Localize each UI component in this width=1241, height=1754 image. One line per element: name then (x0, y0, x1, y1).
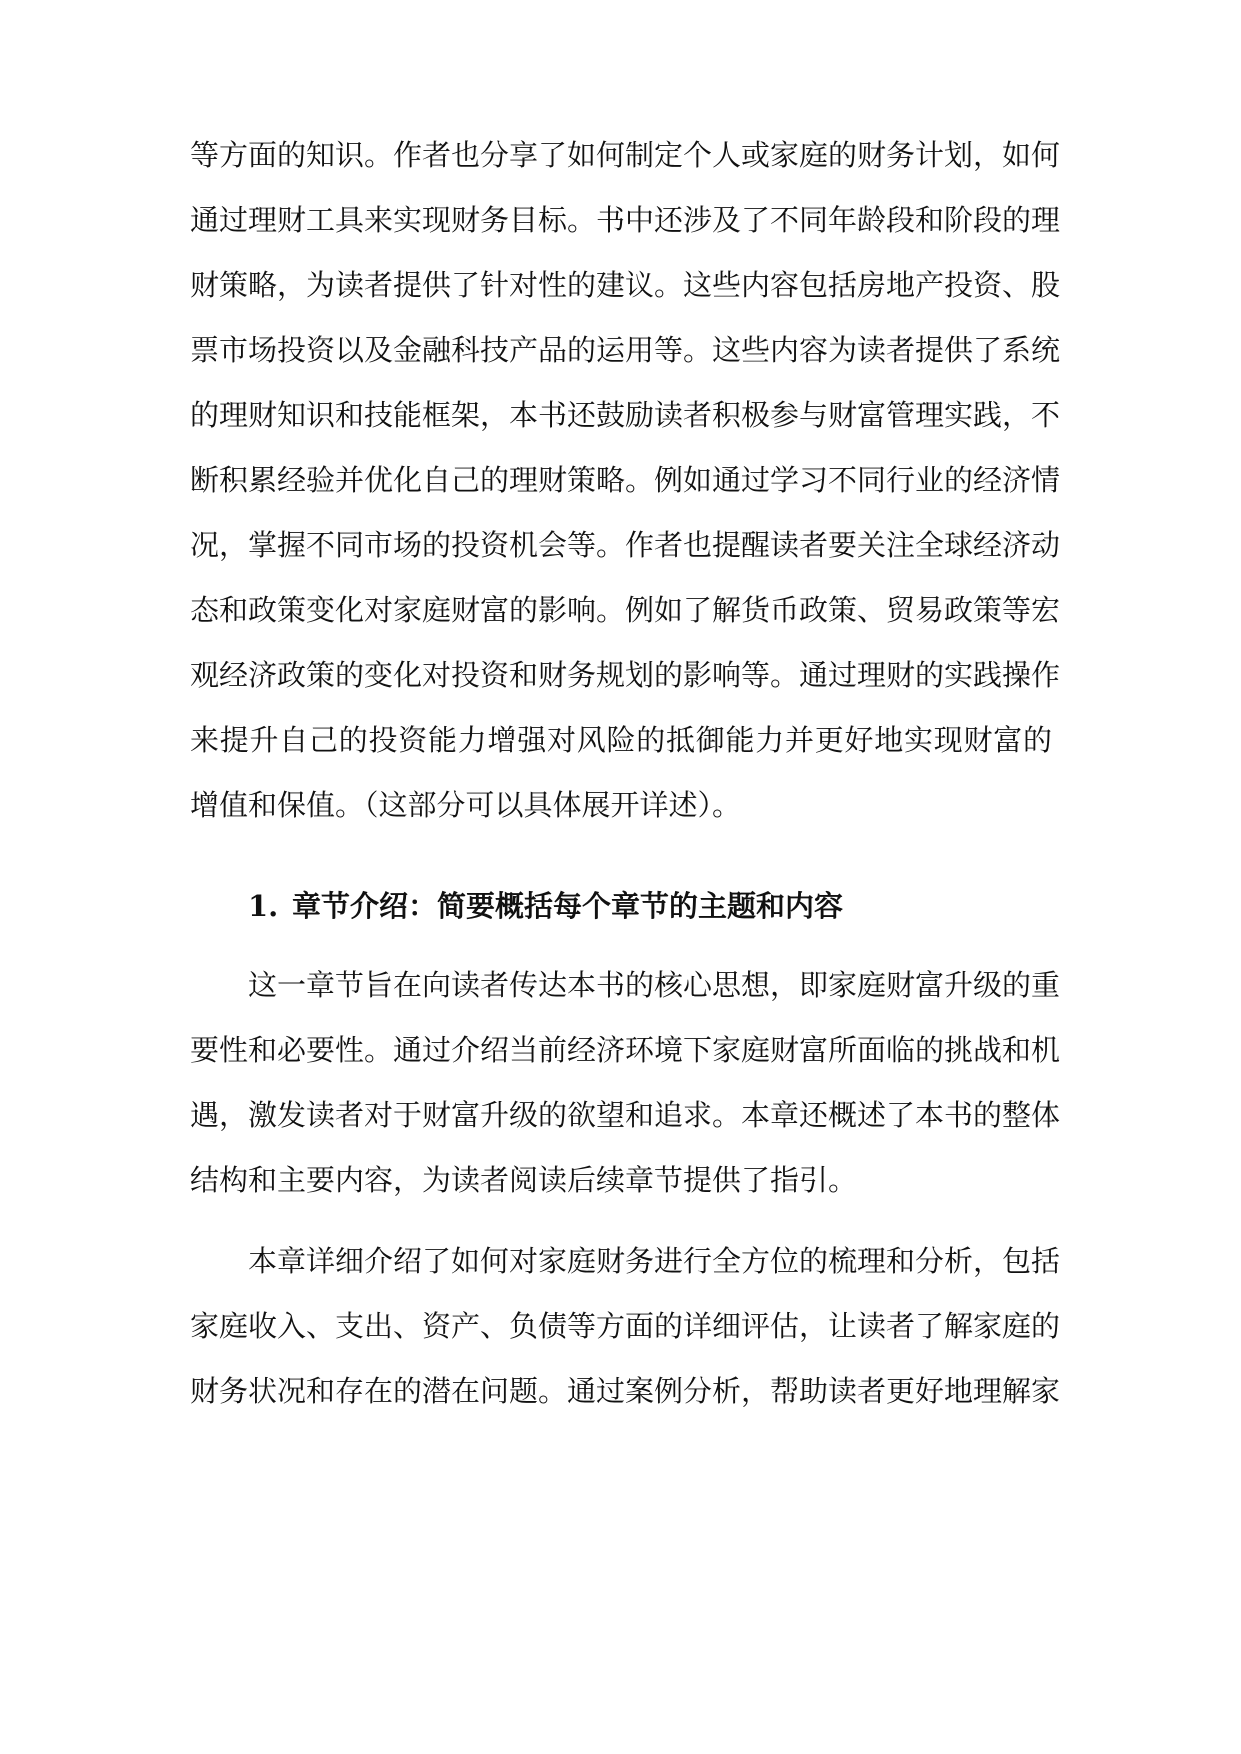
paragraph-1-line-7: 况，掌握不同市场的投资机会等。作者也提醒读者要关注全球经济动 (190, 528, 1061, 562)
paragraph-2-line-1: 这一章节旨在向读者传达本书的核心思想，即家庭财富升级的重 (248, 968, 1061, 1002)
section-title: 章节介绍：简要概括每个章节的主题和内容 (292, 889, 844, 923)
paragraph-3-line-2: 家庭收入、支出、资产、负债等方面的详细评估，让读者了解家庭的 (190, 1309, 1061, 1343)
section-number: 1. (248, 889, 279, 923)
paragraph-3-line-3: 财务状况和存在的潜在问题。通过案例分析，帮助读者更好地理解家 (190, 1374, 1061, 1408)
paragraph-1-line-5: 的理财知识和技能框架，本书还鼓励读者积极参与财富管理实践，不 (190, 398, 1061, 432)
paragraph-1-line-6: 断积累经验并优化自己的理财策略。例如通过学习不同行业的经济情 (190, 463, 1061, 497)
paragraph-1-line-1: 等方面的知识。作者也分享了如何制定个人或家庭的财务计划，如何 (190, 138, 1061, 172)
paragraph-1-line-10: 来提升自己的投资能力增强对风险的抵御能力并更好地实现财富的 (190, 723, 1052, 757)
paragraph-1-line-8: 态和政策变化对家庭财富的影响。例如了解货币政策、贸易政策等宏 (190, 593, 1061, 627)
paragraph-3-line-1: 本章详细介绍了如何对家庭财务进行全方位的梳理和分析，包括 (248, 1244, 1061, 1278)
paragraph-1-line-2: 通过理财工具来实现财务目标。书中还涉及了不同年龄段和阶段的理 (190, 203, 1061, 237)
paragraph-2-line-3: 遇，激发读者对于财富升级的欲望和追求。本章还概述了本书的整体 (190, 1098, 1061, 1132)
paragraph-2-line-4: 结构和主要内容，为读者阅读后续章节提供了指引。 (190, 1163, 858, 1197)
paragraph-1-line-4: 票市场投资以及金融科技产品的运用等。这些内容为读者提供了系统 (190, 333, 1061, 367)
section-heading (248, 888, 1052, 924)
paragraph-1-line-9: 观经济政策的变化对投资和财务规划的影响等。通过理财的实践操作 (190, 658, 1061, 692)
paragraph-1-line-11: 增值和保值。（这部分可以具体展开详述）。 (190, 788, 742, 822)
paragraph-1-line-3: 财策略，为读者提供了针对性的建议。这些内容包括房地产投资、股 (190, 268, 1061, 302)
paragraph-2-line-2: 要性和必要性。通过介绍当前经济环境下家庭财富所面临的挑战和机 (190, 1033, 1061, 1067)
